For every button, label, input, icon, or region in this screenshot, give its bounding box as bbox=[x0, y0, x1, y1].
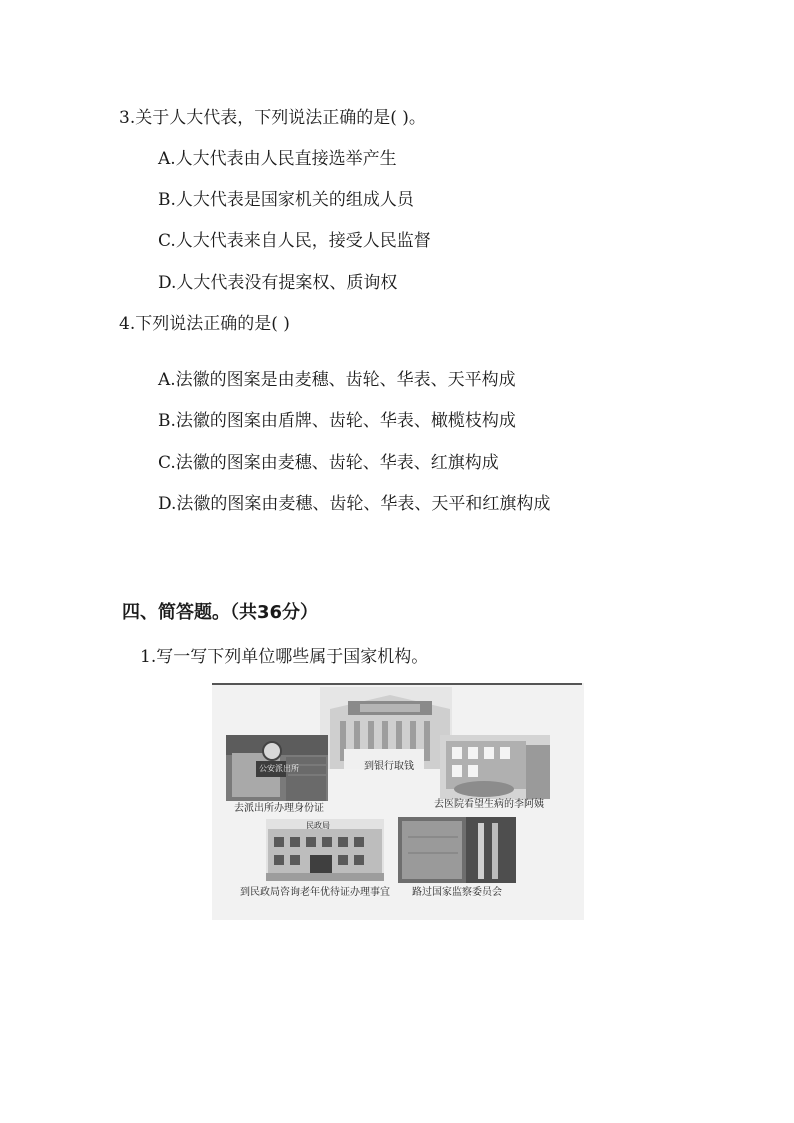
hospital-photo bbox=[440, 735, 550, 799]
civil-affairs-sign: 民政局 bbox=[306, 821, 330, 830]
question-3-option-a: A.人大代表由人民直接选举产生 bbox=[158, 149, 397, 169]
police-caption: 去派出所办理身份证 bbox=[234, 803, 324, 814]
question-4-option-d: D.法徽的图案由麦穗、齿轮、华表、天平和红旗构成 bbox=[158, 494, 551, 514]
civil-affairs-photo bbox=[266, 819, 384, 881]
question-3-stem: 3.关于人大代表，下列说法正确的是( )。 bbox=[119, 108, 426, 128]
supervision-commission-photo bbox=[398, 817, 516, 883]
police-sign: 公安派出所 bbox=[259, 764, 299, 773]
section-heading: 四、简答题。（共36分） bbox=[122, 602, 319, 623]
question-4-option-c: C.法徽的图案由麦穗、齿轮、华表、红旗构成 bbox=[158, 453, 499, 473]
question-3-option-c: C.人大代表来自人民，接受人民监督 bbox=[158, 231, 431, 251]
bank-caption: 到银行取钱 bbox=[364, 761, 414, 772]
bank-photo bbox=[320, 687, 452, 769]
collage-top-rule bbox=[212, 683, 582, 685]
short-answer-question-1: 1.写一写下列单位哪些属于国家机构。 bbox=[140, 647, 429, 667]
question-4-option-b: B.法徽的图案由盾牌、齿轮、华表、橄榄枝构成 bbox=[158, 411, 516, 431]
supervision-commission-caption: 路过国家监察委员会 bbox=[412, 887, 502, 898]
hospital-caption: 去医院看望生病的李阿姨 bbox=[434, 799, 544, 810]
question-3-option-b: B.人大代表是国家机关的组成人员 bbox=[158, 190, 414, 210]
question-4-option-a: A.法徽的图案是由麦穗、齿轮、华表、天平构成 bbox=[158, 370, 516, 390]
question-4-stem: 4.下列说法正确的是( ) bbox=[119, 314, 290, 334]
question-3-option-d: D.人大代表没有提案权、质询权 bbox=[158, 273, 398, 293]
institutions-photo-collage bbox=[212, 683, 584, 920]
police-station-photo bbox=[226, 735, 328, 801]
civil-affairs-caption: 到民政局咨询老年优待证办理事宜 bbox=[240, 887, 390, 898]
